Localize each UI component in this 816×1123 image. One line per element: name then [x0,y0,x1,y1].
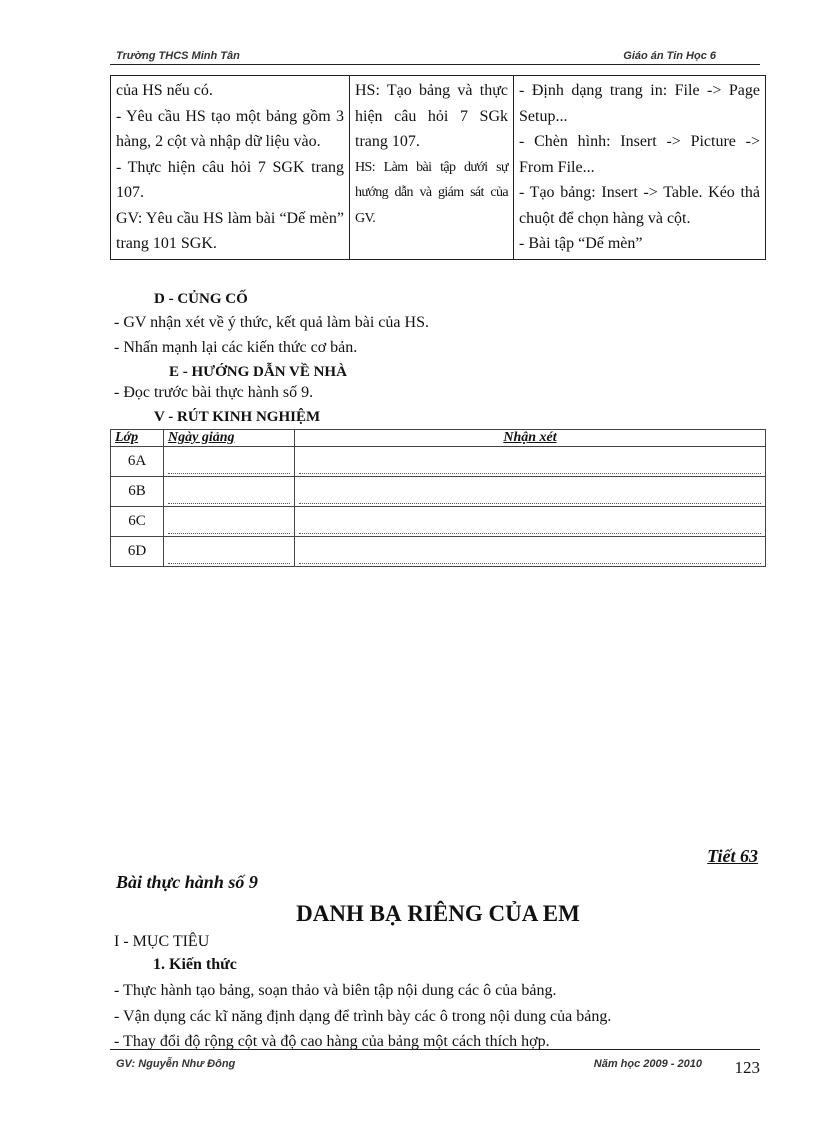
cung-co-line: - GV nhận xét về ý thức, kết quả làm bài của HS. [114,314,429,331]
table-line: HS: Làm bài tập dưới sự hướng dẫn và giám sát của GV. [355,159,508,226]
lesson-activity-table [110,75,766,260]
comment-cell [295,537,766,567]
teacher-name: GV: Nguyễn Như Đông [116,1058,236,1070]
column-header-date: Ngày giảng [164,430,295,447]
table-line: - Định dạng trang in: File -> Page Setup... [519,82,760,125]
date-cell [164,477,295,507]
period-label: Tiết 63 [707,846,758,866]
table-line: của HS nếu có. [116,82,213,99]
rut-kinh-nghiem-heading: V - RÚT KINH NGHIỆM [154,409,321,425]
page-title: DANH BẠ RIÊNG CỦA EM [296,901,580,926]
doc-title: Giáo án Tin Học 6 [623,50,716,62]
comment-cell [295,447,766,477]
school-year: Năm học 2009 - 2010 [593,1058,702,1070]
column-header-class: Lớp [111,430,164,447]
date-cell [164,507,295,537]
school-name: Trường THCS Minh Tân [116,50,240,62]
objectives-heading: I - MỤC TIÊU [114,933,210,950]
objective-line: - Thực hành tạo bảng, soạn thảo và biên tập nội dung các ô của bảng. [114,982,557,999]
table-row [111,447,766,477]
date-cell [164,447,295,477]
exercise-label: Bài thực hành số 9 [116,872,258,892]
table-line: GV: Yêu cầu HS làm bài “Dế mèn” trang 101 SGK. [116,209,344,252]
table-row [111,507,766,537]
table-line: - Yêu cầu HS tạo một bảng gồm 3 hàng, 2 cột và nhập dữ liệu vào. [116,107,344,150]
cung-co-line: - Nhấn mạnh lại các kiến thức cơ bản. [114,339,358,356]
comment-cell [295,477,766,507]
table-line: - Thực hiện câu hỏi 7 SGK trang 107. [116,158,344,201]
class-cell: 6D [111,537,164,567]
objective-line: - Vận dụng các kĩ năng định dạng để trình bày các ô trong nội dung của bảng. [114,1008,612,1025]
evaluation-table [110,429,766,567]
content-cell [514,76,766,260]
table-line: - Tạo bảng: Insert -> Table. Kéo thả chuột để chọn hàng và cột. [519,184,760,227]
class-cell: 6B [111,477,164,507]
class-cell: 6C [111,507,164,537]
table-line: - Bài tập “Dế mèn” [519,235,643,252]
date-cell [164,537,295,567]
comment-cell [295,507,766,537]
column-header-comment: Nhận xét [295,430,766,447]
objective-line: - Thay đổi độ rộng cột và độ cao hàng của bảng một cách thích hợp. [114,1033,550,1050]
class-cell: 6A [111,447,164,477]
student-activity-cell [350,76,514,260]
page-header [110,50,760,65]
knowledge-heading: 1. Kiến thức [153,956,237,973]
huong-dan-line: - Đọc trước bài thực hành số 9. [114,384,314,401]
cung-co-heading: D - CỦNG CỐ [154,291,248,307]
table-line: HS: Tạo bảng và thực hiện câu hỏi 7 SGk trang 107. [355,82,508,150]
page-footer [110,1049,760,1076]
table-row [111,477,766,507]
table-line: - Chèn hình: Insert -> Picture -> From File... [519,133,760,176]
teacher-activity-cell [111,76,350,260]
table-row [111,537,766,567]
huong-dan-heading: E - HƯỚNG DẪN VỀ NHÀ [169,364,347,380]
page-number: 123 [734,1058,760,1077]
